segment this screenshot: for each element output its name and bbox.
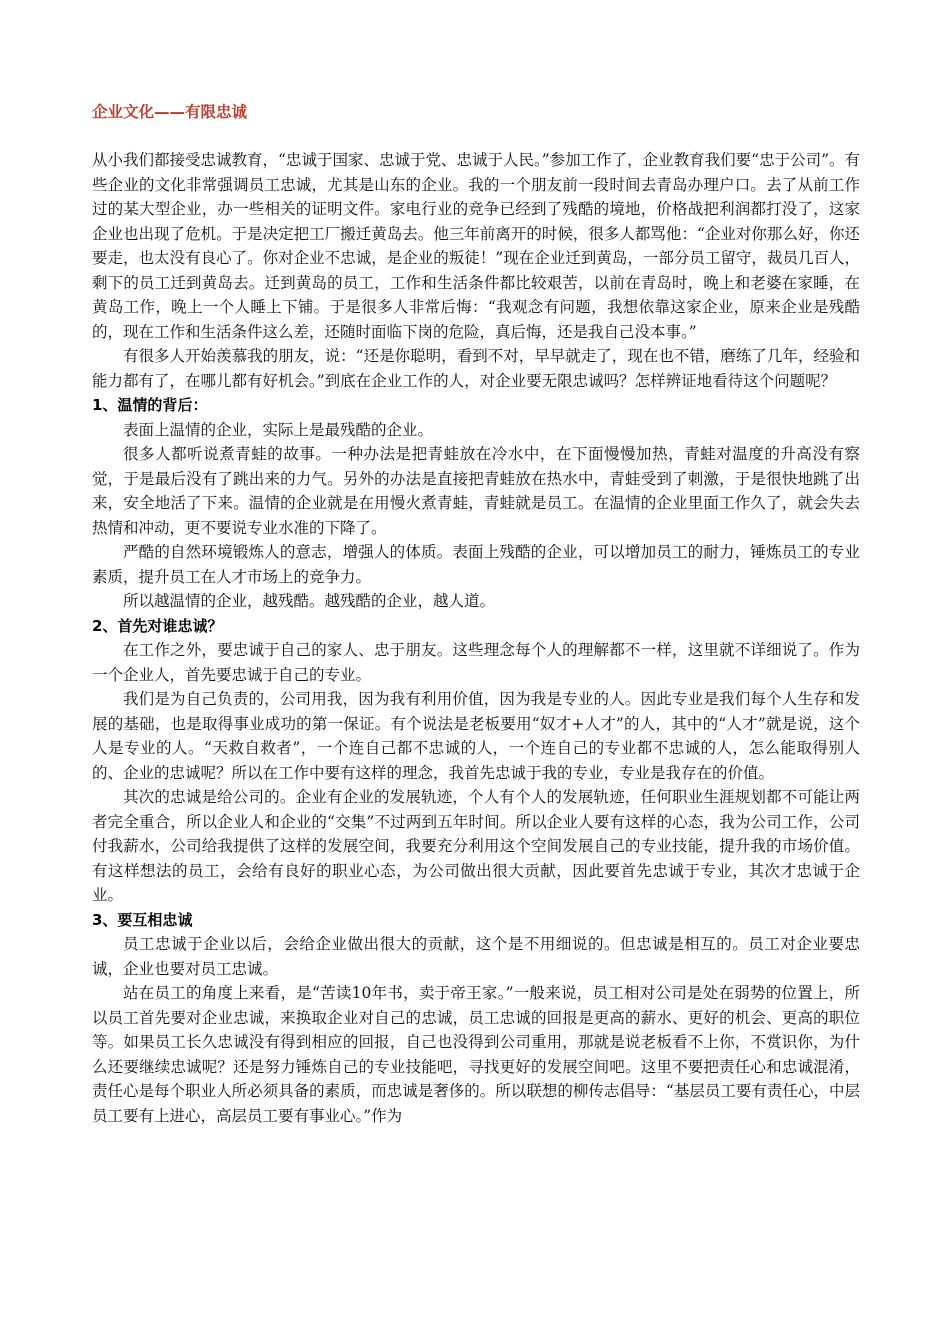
document-body (92, 100, 860, 1128)
document-title: 企业文化——有限忠诚 (92, 103, 248, 121)
intro-paragraph-1: 从小我们都接受忠诚教育，“忠诚于国家、忠诚于党、忠诚于人民。”参加工作了，企业教育我们要“忠于公司”。有些企业的文化非常强调员工忠诚，尤其是山东的企业。我的一个朋友前一段时间去青岛办理户口。去了从前工作过的某大型企业，办一些相关的证明文件。家电行业的竞争已经到了残酷的境地，价格战把利润都打没了，这家企业也出现了危机。于是决定把工厂搬迁黄岛去。他三年前离开的时候，很多人都骂他：“企业对你那么好，你还要走，也太没有良心了。你对企业不忠诚，是企业的叛徒！”现在企业迁到黄岛，一部分员工留守，裁员几百人，剩下的员工迁到黄岛去。迁到黄岛的员工，工作和生活条件都比较艰苦，以前在青岛时，晚上和老婆在家睡，在黄岛工作，晚上一个人睡上下铺。于是很多人非常后悔：“我观念有问题，我想依靠这家企业，原来企业是残酷的，现在工作和生活条件这么差，还随时面临下岗的危险，真后悔，还是我自己没本事。” (92, 151, 860, 341)
section-heading: 1、温情的背后： (92, 396, 208, 414)
section-2 (92, 614, 860, 908)
section-paragraph: 表面上温情的企业，实际上是最残酷的企业。 (123, 420, 434, 439)
section-paragraph: 所以越温情的企业，越残酷。越残酷的企业，越人道。 (123, 592, 496, 610)
section-paragraph: 站在员工的角度上来看，是“苦读10年书，卖于帝王家。”一般来说，员工相对公司是处在弱势的位置上，所以员工首先要对企业忠诚，来换取企业对自己的忠诚，员工忠诚的回报是更高的薪水、更好的机会、更高的职位等。如果员工长久忠诚没有得到相应的回报，自己也没得到公司重用，那就是说老板看不上你，不赏识你，为什么还要继续忠诚呢？还是努力锤炼自己的专业技能吧，寻找更好的发展空间吧。这里不要把责任心和忠诚混淆，责任心是每个职业人所必须具备的素质，而忠诚是奢侈的。所以联想的柳传志倡导：“基层员工要有责任心，中层员工要有上进心，高层员工要有事业心。”作为 (92, 984, 860, 1125)
section-paragraph: 员工忠诚于企业以后，会给企业做出很大的贡献，这个是不用细说的。但忠诚是相互的。员工对企业要忠诚，企业也要对员工忠诚。 (92, 935, 860, 978)
section-heading: 3、要互相忠诚 (92, 910, 193, 929)
section-paragraph: 在工作之外，要忠诚于自己的家人、忠于朋友。这些理念每个人的理解都不一样，这里就不详细说了。作为一个企业人，首先要忠诚于自己的专业。 (92, 641, 860, 684)
section-heading: 2、首先对谁忠诚？ (92, 616, 223, 635)
section-1 (92, 393, 860, 614)
section-paragraph: 其次的忠诚是给公司的。企业有企业的发展轨迹，个人有个人的发展轨迹，任何职业生涯规划都不可能让两者完全重合，所以企业人和企业的“交集”不过两到五年时间。所以企业人要有这样的心态，我为公司工作，公司付我薪水，公司给我提供了这样的发展空间，我要充分利用这个空间发展自己的专业技能，提升我的市场价值。有这样想法的员工，会给有良好的职业心态，为公司做出很大贡献，因此要首先忠诚于专业，其次才忠诚于企业。 (92, 788, 860, 904)
section-paragraph: 很多人都听说煮青蛙的故事。一种办法是把青蛙放在冷水中，在下面慢慢加热，青蛙对温度的升高没有察觉，于是最后没有了跳出来的力气。另外的办法是直接把青蛙放在热水中，青蛙受到了刺激，于是很快地跳了出来，安全地活了下来。温情的企业就是在用慢火煮青蛙，青蛙就是员工。在温情的企业里面工作久了，就会失去热情和冲动，更不要说专业水准的下降了。 (92, 445, 860, 537)
section-3 (92, 908, 860, 1129)
intro-paragraph-2: 有很多人开始羡慕我的朋友，说：“还是你聪明，看到不对，早早就走了，现在也不错，磨练了几年，经验和能力都有了，在哪儿都有好机会。”到底在企业工作的人，对企业要无限忠诚吗？怎样辨证地看待这个问题呢？ (92, 347, 860, 390)
section-paragraph: 严酷的自然环境锻炼人的意志，增强人的体质。表面上残酷的企业，可以增加员工的耐力，锤炼员工的专业素质，提升员工在人才市场上的竞争力。 (92, 543, 860, 586)
section-paragraph: 我们是为自己负责的，公司用我，因为我有利用价值，因为我是专业的人。因此专业是我们每个人生存和发展的基础，也是取得事业成功的第一保证。有个说法是老板要用“奴才+人才”的人，其中的“人才”就是说，这个人是专业的人。“天救自救者”，一个连自己都不忠诚的人，一个连自己的专业都不忠诚的人，怎么能取得别人的、企业的忠诚呢？所以在工作中要有这样的理念，我首先忠诚于我的专业，专业是我存在的价值。 (92, 690, 860, 782)
